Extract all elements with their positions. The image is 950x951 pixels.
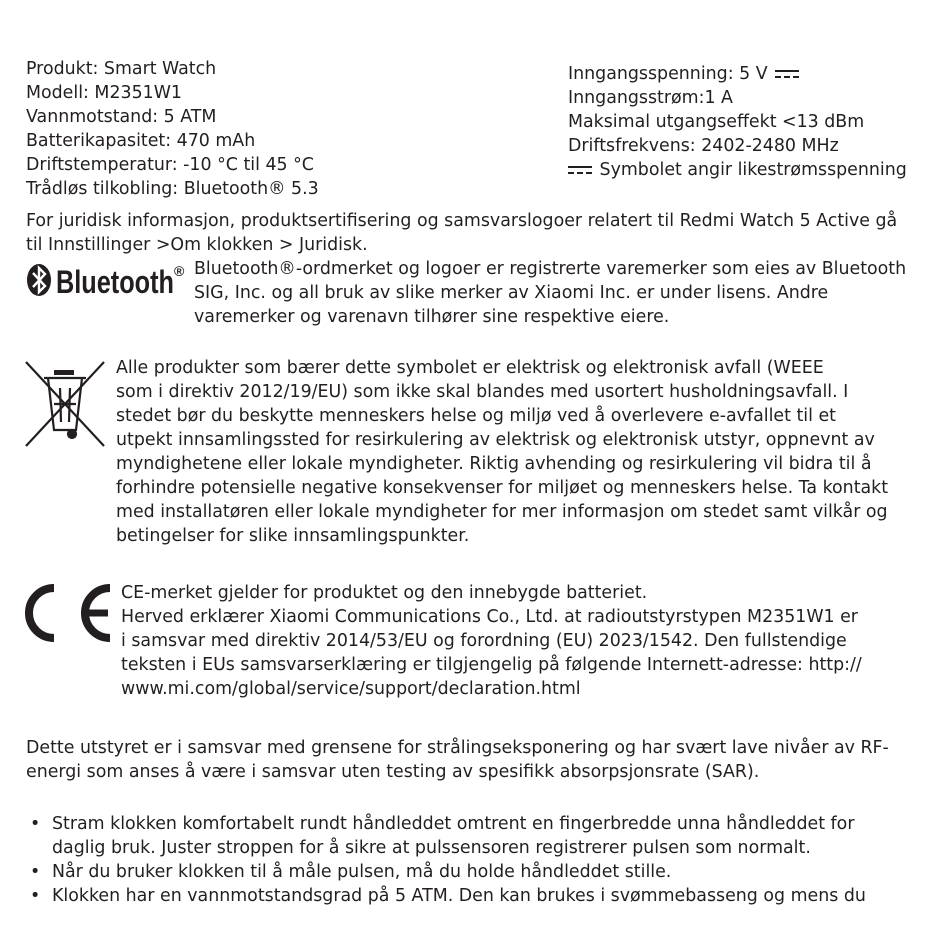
ce-line: teksten i EUs samsvarserklæring er tilgjengelig på følgende Internett-adresse: http:// bbox=[121, 655, 862, 675]
spec-product: Produkt: Smart Watch bbox=[26, 59, 217, 79]
usage-bullet-list bbox=[30, 812, 930, 908]
weee-line: forhindre potensielle negative konsekvenser for miljøet og menneskers helse. Ta kontakt bbox=[116, 478, 889, 498]
bluetooth-line: varemerker og varenavn tilhører sine respektive eiere. bbox=[194, 307, 670, 327]
list-item-text: daglig bruk. Juster stroppen for å sikre at pulssensoren registrerer pulsen som normalt. bbox=[52, 838, 811, 858]
rf-line: Dette utstyret er i samsvar med grensene for strålingseksponering og har svært lave nivåer av RF- bbox=[26, 738, 889, 758]
legal-info bbox=[26, 209, 926, 257]
list-item bbox=[30, 884, 930, 908]
spec-model: Modell: M2351W1 bbox=[26, 83, 182, 103]
ce-mark bbox=[24, 584, 114, 642]
bluetooth-reg-mark: ® bbox=[174, 263, 185, 279]
weee-line: med installatøren eller lokale myndigheter for mer informasjon om stedet samt vilkår og bbox=[116, 502, 888, 522]
spec-input-voltage: Inngangsspenning: 5 V bbox=[568, 64, 768, 84]
spec-water-resistance: Vannmotstand: 5 ATM bbox=[26, 107, 217, 127]
spec-max-output: Maksimal utgangseffekt <13 dBm bbox=[568, 112, 865, 132]
bluetooth-line: Bluetooth®-ordmerket og logoer er registrerte varemerker som eies av Bluetooth bbox=[194, 259, 907, 279]
spec-battery: Batterikapasitet: 470 mAh bbox=[26, 131, 256, 151]
ce-line: www.mi.com/global/service/support/declaration.html bbox=[121, 679, 581, 699]
weee-line: Alle produkter som bærer dette symbolet er elektrisk og elektronisk avfall (WEEE bbox=[116, 358, 824, 378]
specs-left bbox=[26, 57, 319, 201]
ce-notice bbox=[121, 581, 921, 701]
weee-line: stedet bør du beskytte menneskers helse og miljø ved å overlevere e-avfallet til et bbox=[116, 406, 836, 426]
weee-line: utpekt innsamlingssted for resirkulering av elektrisk og elektronisk utstyr, oppnevnt av bbox=[116, 430, 875, 450]
weee-line: betingelser for slike innsamlingspunkter. bbox=[116, 526, 470, 546]
legal-line: For juridisk informasjon, produktsertifisering og samsvarslogoer relatert til Redmi Watch 5 Active gå bbox=[26, 211, 898, 231]
list-item bbox=[30, 812, 930, 860]
bullet-marker: • bbox=[30, 814, 41, 834]
list-item bbox=[30, 860, 930, 884]
ce-line: i samsvar med direktiv 2014/53/EU og forordning (EU) 2023/1542. Den fullstendige bbox=[121, 631, 847, 651]
spec-wireless: Trådløs tilkobling: Bluetooth® 5.3 bbox=[26, 179, 319, 199]
spec-input-current: Inngangsstrøm:1 A bbox=[568, 88, 733, 108]
bullet-marker: • bbox=[30, 886, 41, 906]
spec-dc-note: Symbolet angir likestrømsspenning bbox=[599, 160, 907, 180]
spec-temperature: Driftstemperatur: -10 °C til 45 °C bbox=[26, 155, 314, 175]
spec-dc-note-row bbox=[568, 158, 907, 182]
bullet-marker: • bbox=[30, 862, 41, 882]
weee-line: som i direktiv 2012/19/EU) som ikke skal blandes med usortert husholdningsavfall. I bbox=[116, 382, 849, 402]
list-item-text: Klokken har en vannmotstandsgrad på 5 ATM. Den kan brukes i svømmebasseng og mens du bbox=[52, 886, 866, 906]
dc-voltage-icon bbox=[775, 69, 799, 79]
legal-line: til Innstillinger >Om klokken > Juridisk. bbox=[26, 235, 368, 255]
list-item-text: Stram klokken komfortabelt rundt håndleddet omtrent en fingerbredde unna håndleddet for bbox=[52, 814, 855, 834]
list-item-text: Når du bruker klokken til å måle pulsen, må du holde håndleddet stille. bbox=[52, 862, 672, 882]
spec-input-voltage-row bbox=[568, 62, 907, 86]
rf-exposure-notice bbox=[26, 736, 926, 784]
rf-line: energi som anses å være i samsvar uten testing av spesifikk absorpsjonsrate (SAR). bbox=[26, 762, 760, 782]
bluetooth-logo bbox=[26, 260, 186, 300]
weee-line: myndighetene eller lokale myndigheter. Riktig avhending og resirkulering vil bidra til å bbox=[116, 454, 872, 474]
weee-notice bbox=[116, 356, 926, 548]
spec-frequency: Driftsfrekvens: 2402-2480 MHz bbox=[568, 136, 839, 156]
bluetooth-line: SIG, Inc. og all bruk av slike merker av Xiaomi Inc. er under lisens. Andre bbox=[194, 283, 829, 303]
dc-voltage-icon bbox=[568, 165, 592, 175]
bluetooth-wordmark: Bluetooth bbox=[56, 264, 174, 300]
ce-line: Herved erklærer Xiaomi Communications Co., Ltd. at radioutstyrstypen M2351W1 er bbox=[121, 607, 858, 627]
bluetooth-notice bbox=[194, 257, 934, 329]
specs-right bbox=[568, 62, 907, 182]
weee-crossed-bin-icon bbox=[24, 360, 106, 448]
ce-line: CE-merket gjelder for produktet og den innebygde batteriet. bbox=[121, 583, 648, 603]
